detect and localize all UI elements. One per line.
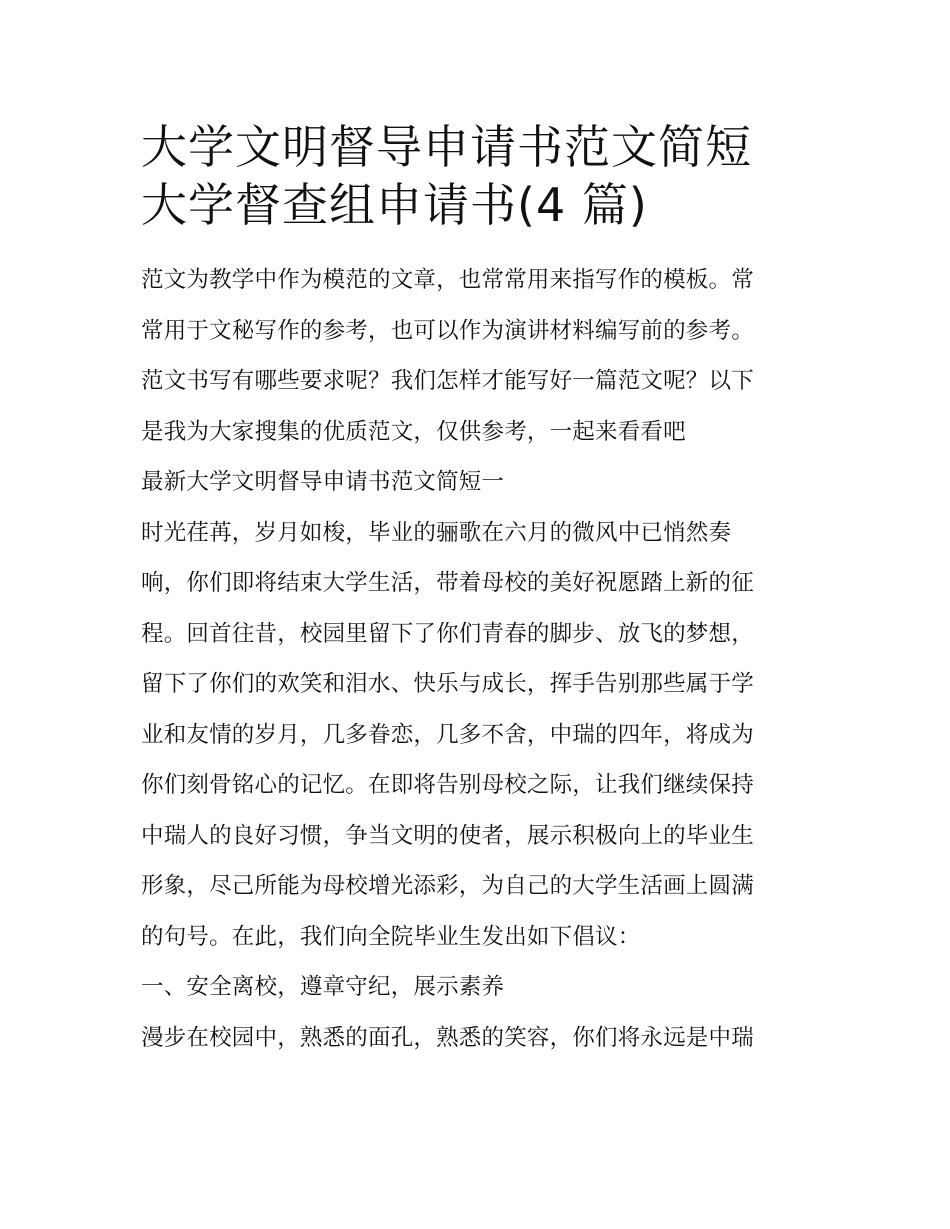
body-line: 范文为教学中作为模范的文章，也常常用来指写作的模板。常 bbox=[141, 267, 754, 293]
document-body bbox=[141, 255, 821, 1063]
document-page bbox=[141, 118, 821, 1063]
body-line: 漫步在校园中，熟悉的面孔，熟悉的笑容，你们将永远是中瑞 bbox=[141, 1024, 754, 1051]
body-line: 响，你们即将结束大学生活，带着母校的美好祝愿踏上新的征 bbox=[141, 570, 754, 596]
body-line: 你们刻骨铭心的记忆。在即将告别母校之际，让我们继续保持 bbox=[141, 772, 754, 798]
body-line: 时光荏苒，岁月如梭，毕业的骊歌在六月的微风中已悄然奏 bbox=[141, 519, 732, 546]
document-title bbox=[141, 118, 821, 234]
title-line: 大学文明督导申请书范文简短 bbox=[141, 120, 752, 174]
body-line: 中瑞人的良好习惯，争当文明的使者，展示积极向上的毕业生 bbox=[141, 822, 754, 849]
body-line: 留下了你们的欢笑和泪水、快乐与成长，挥手告别那些属于学 bbox=[141, 671, 754, 697]
body-line: 是我为大家搜集的优质范文，仅供参考，一起来看看吧 bbox=[141, 418, 686, 445]
title-line: 大学督查组申请书(4 篇) bbox=[141, 178, 648, 232]
body-line: 范文书写有哪些要求呢？我们怎样才能写好一篇范文呢？以下 bbox=[141, 368, 754, 394]
body-line: 常用于文秘写作的参考，也可以作为演讲材料编写前的参考。 bbox=[141, 317, 754, 344]
body-line: 形象，尽己所能为母校增光添彩，为自己的大学生活画上圆满 bbox=[141, 873, 754, 899]
section-heading: 最新大学文明督导申请书范文简短一 bbox=[141, 469, 505, 495]
body-line: 程。回首往昔，校园里留下了你们青春的脚步、放飞的梦想， bbox=[141, 620, 754, 647]
body-line: 的句号。在此，我们向全院毕业生发出如下倡议： bbox=[141, 923, 641, 950]
subsection-heading: 一、安全离校，遵章守纪，展示素养 bbox=[141, 974, 505, 1000]
body-line: 业和友情的岁月，几多眷恋，几多不舍，中瑞的四年，将成为 bbox=[141, 721, 754, 748]
